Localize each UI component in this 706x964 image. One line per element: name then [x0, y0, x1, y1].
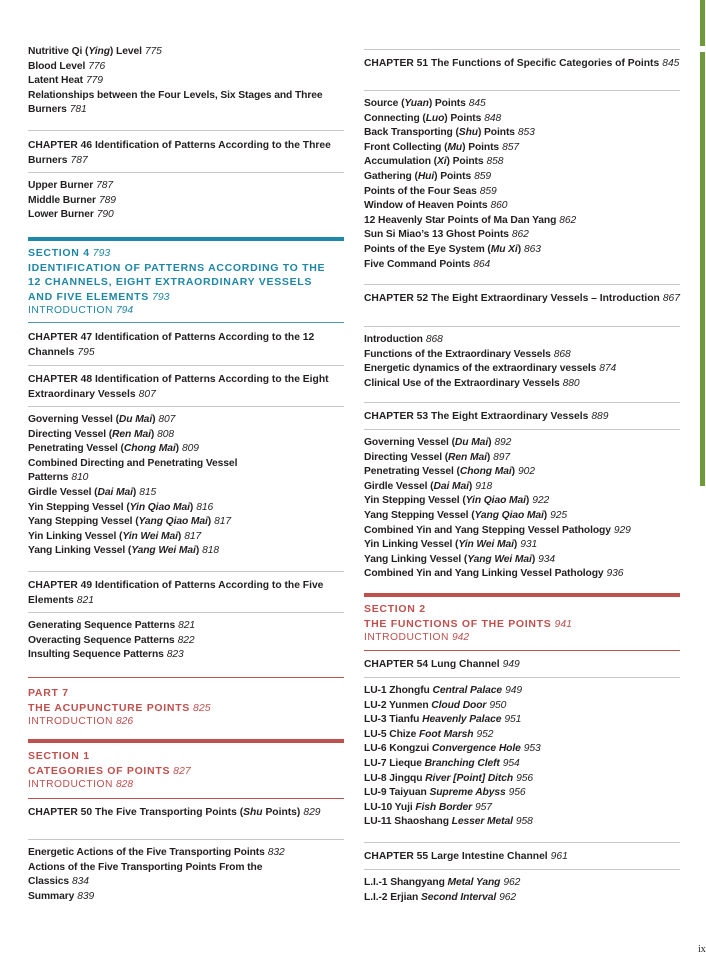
section-4-heading[interactable] [28, 246, 344, 319]
section-2-heading[interactable] [364, 602, 680, 646]
toc-entry[interactable]: Insulting Sequence Patterns 823 [28, 649, 184, 661]
toc-entry[interactable]: Combined Directing and Penetrating Vessel Patterns 810 [28, 457, 238, 484]
toc-entry[interactable]: LU-10 Yuji Fish Border 957 [364, 801, 492, 813]
chapter-47-heading[interactable]: CHAPTER 47 Identification of Patterns According to the 12 Channels 795 [28, 332, 315, 358]
chapter-53-heading[interactable]: CHAPTER 53 The Eight Extraordinary Vessels 889 [364, 411, 609, 422]
toc-entry[interactable]: Window of Heaven Points 860 [364, 200, 508, 212]
toc-entry[interactable]: Middle Burner 789 [28, 194, 116, 206]
chapter-53-list [364, 436, 680, 582]
divider [28, 172, 344, 173]
toc-entry[interactable]: LU-5 Chize Foot Marsh 952 [364, 728, 494, 740]
chapter-55-list [364, 876, 680, 905]
divider [364, 842, 680, 843]
section-4-label: SECTION 4 793 [28, 247, 111, 259]
section-2-title: THE FUNCTIONS OF THE POINTS 941 [364, 617, 573, 630]
toc-entry[interactable]: Five Command Points 864 [364, 258, 491, 270]
toc-entry[interactable]: Yin Linking Vessel (Yin Wei Mai) 931 [364, 539, 538, 551]
divider [28, 798, 344, 799]
chapter-50-heading[interactable]: CHAPTER 50 The Five Transporting Points (Shu Points) 829 [28, 807, 321, 818]
toc-entry[interactable]: LU-11 Shaoshang Lesser Metal 958 [364, 816, 533, 828]
toc-entry[interactable]: Girdle Vessel (Dai Mai) 815 [28, 486, 157, 498]
toc-entry[interactable]: Summary 839 [28, 890, 95, 902]
divider [364, 677, 680, 678]
toc-entry[interactable]: Directing Vessel (Ren Mai) 808 [28, 428, 175, 440]
toc-entry[interactable]: Combined Yin and Yang Stepping Vessel Pathology 929 [364, 524, 631, 536]
toc-entry[interactable]: Directing Vessel (Ren Mai) 897 [364, 451, 511, 463]
divider [28, 365, 344, 366]
chapter-49-list [28, 619, 344, 663]
toc-entry[interactable]: LU-2 Yunmen Cloud Door 950 [364, 699, 507, 711]
toc-entry[interactable]: Governing Vessel (Du Mai) 807 [28, 414, 176, 425]
divider [364, 429, 680, 430]
toc-entry[interactable]: Back Transporting (Shu) Points 853 [364, 127, 535, 139]
toc-entry[interactable]: Yin Stepping Vessel (Yin Qiao Mai) 816 [28, 501, 214, 513]
chapter-48-list [28, 413, 344, 559]
toc-entry[interactable]: L.I.-1 Shangyang Metal Yang 962 [364, 877, 521, 888]
toc-entry[interactable]: LU-1 Zhongfu Central Palace 949 [364, 685, 522, 696]
toc-entry[interactable]: Connecting (Luo) Points 848 [364, 112, 502, 124]
toc-entry[interactable]: Yang Linking Vessel (Yang Wei Mai) 818 [28, 545, 220, 557]
section-1-title: CATEGORIES OF POINTS 827 [28, 764, 191, 777]
toc-entry[interactable]: Yang Stepping Vessel (Yang Qiao Mai) 817 [28, 516, 232, 528]
edge-tab-top [700, 0, 705, 46]
divider [364, 650, 680, 651]
divider [364, 869, 680, 870]
toc-entry[interactable]: Energetic dynamics of the extraordinary vessels 874 [364, 363, 617, 375]
section-1-label: SECTION 1 [28, 750, 90, 762]
divider [28, 571, 344, 572]
toc-entry[interactable]: Accumulation (Xi) Points 858 [364, 156, 504, 168]
section-4-introduction: INTRODUCTION 794 [28, 305, 134, 317]
chapter-52-heading[interactable]: CHAPTER 52 The Eight Extraordinary Vessels – Introduction 867 [364, 293, 681, 304]
toc-entry[interactable]: LU-3 Tianfu Heavenly Palace 951 [364, 714, 522, 726]
toc-entry[interactable]: Clinical Use of the Extraordinary Vessels 880 [364, 377, 580, 389]
chapter-55-heading[interactable]: CHAPTER 55 Large Intestine Channel 961 [364, 851, 568, 862]
toc-entry[interactable]: Introduction 868 [364, 334, 443, 345]
toc-entry[interactable]: Yang Linking Vessel (Yang Wei Mai) 934 [364, 553, 556, 565]
toc-entry[interactable]: Actions of the Five Transporting Points From the Classics 834 [28, 861, 263, 888]
toc-entry[interactable]: LU-8 Jingqu River [Point] Ditch 956 [364, 772, 533, 784]
divider [28, 677, 344, 678]
toc-entry[interactable]: Nutritive Qi (Ying) Level 775 [28, 46, 162, 57]
divider [364, 284, 680, 285]
toc-entry[interactable]: Overacting Sequence Patterns 822 [28, 634, 195, 646]
toc-entry[interactable]: Sun Si Miao’s 13 Ghost Points 862 [364, 229, 529, 241]
divider [364, 402, 680, 403]
page-number: ix [698, 944, 706, 955]
divider [364, 49, 680, 50]
section-1-heading[interactable] [28, 749, 344, 793]
divider [28, 322, 344, 323]
divider [28, 406, 344, 407]
section-4-bar [28, 237, 344, 241]
toc-entry[interactable]: Gathering (Hui) Points 859 [364, 170, 491, 182]
toc-entry[interactable]: LU-7 Lieque Branching Cleft 954 [364, 757, 520, 769]
divider [28, 612, 344, 613]
toc-entry[interactable]: L.I.-2 Erjian Second Interval 962 [364, 891, 517, 903]
toc-entry[interactable]: Girdle Vessel (Dai Mai) 918 [364, 480, 493, 492]
chapter-54-heading[interactable]: CHAPTER 54 Lung Channel 949 [364, 659, 520, 670]
chapter-49-heading[interactable]: CHAPTER 49 Identification of Patterns According to the Five Elements 821 [28, 580, 324, 606]
toc-entry[interactable]: Yang Stepping Vessel (Yang Qiao Mai) 925 [364, 509, 568, 521]
toc-entry[interactable]: Penetrating Vessel (Chong Mai) 809 [28, 443, 199, 455]
section-4-title: IDENTIFICATION OF PATTERNS ACCORDING TO THE 12 CHANNELS, EIGHT EXTRAORDINARY VESSELS AND FIVE ELEMENTS 793 [28, 261, 326, 303]
toc-entry[interactable]: LU-9 Taiyuan Supreme Abyss 956 [364, 787, 526, 799]
toc-entry[interactable]: Generating Sequence Patterns 821 [28, 620, 196, 631]
divider [364, 326, 680, 327]
toc-entry[interactable]: Yin Stepping Vessel (Yin Qiao Mai) 922 [364, 495, 550, 507]
chapter-51-heading[interactable]: CHAPTER 51 The Functions of Specific Categories of Points 845 [364, 58, 680, 69]
part-7-introduction: INTRODUCTION 826 [28, 716, 134, 728]
section-2-introduction: INTRODUCTION 942 [364, 632, 470, 644]
toc-entry[interactable]: Latent Heat 779 [28, 75, 103, 87]
divider [364, 90, 680, 91]
chapter-52-list [364, 333, 680, 391]
divider [28, 130, 344, 131]
part-7-title: THE ACUPUNCTURE POINTS 825 [28, 701, 211, 714]
toc-entry[interactable]: Blood Level 776 [28, 60, 106, 72]
part-7-heading[interactable] [28, 686, 344, 730]
toc-entry[interactable]: LU-6 Kongzui Convergence Hole 953 [364, 743, 541, 755]
toc-entry[interactable]: Front Collecting (Mu) Points 857 [364, 141, 519, 153]
toc-entry[interactable]: Functions of the Extraordinary Vessels 868 [364, 348, 571, 360]
list-top [28, 45, 344, 118]
chapter-54-list [364, 684, 680, 830]
divider [28, 839, 344, 840]
toc-entry[interactable]: Lower Burner 790 [28, 209, 114, 221]
toc-entry[interactable]: Points of the Four Seas 859 [364, 185, 497, 197]
chapter-51-list [364, 97, 680, 272]
section-1-introduction: INTRODUCTION 828 [28, 779, 134, 791]
toc-entry[interactable]: Points of the Eye System (Mu Xi) 863 [364, 243, 541, 255]
toc-entry[interactable]: Upper Burner 787 [28, 180, 114, 191]
toc-entry[interactable]: Source (Yuan) Points 845 [364, 98, 486, 109]
edge-tab-main [700, 52, 705, 486]
chapter-50-list [28, 846, 344, 904]
section-2-label: SECTION 2 [364, 603, 426, 615]
toc-entry[interactable]: Penetrating Vessel (Chong Mai) 902 [364, 466, 535, 478]
toc-entry[interactable]: Energetic Actions of the Five Transporting Points 832 [28, 847, 285, 858]
toc-entry[interactable]: Governing Vessel (Du Mai) 892 [364, 437, 512, 448]
toc-entry[interactable]: Combined Yin and Yang Linking Vessel Pathology 936 [364, 568, 624, 580]
section-1-bar [28, 739, 344, 743]
toc-entry[interactable]: Yin Linking Vessel (Yin Wei Mai) 817 [28, 530, 202, 542]
chapter-48-heading[interactable]: CHAPTER 48 Identification of Patterns According to the Eight Extraordinary Vessels 807 [28, 374, 329, 400]
chapter-46-heading[interactable]: CHAPTER 46 Identification of Patterns According to the Three Burners 787 [28, 140, 331, 166]
part-7-label: PART 7 [28, 687, 69, 699]
section-2-bar [364, 593, 680, 597]
toc-entry[interactable]: Relationships between the Four Levels, Six Stages and Three Burners 781 [28, 89, 323, 116]
chapter-46-list [28, 179, 344, 223]
toc-entry[interactable]: 12 Heavenly Star Points of Ma Dan Yang 862 [364, 214, 577, 226]
